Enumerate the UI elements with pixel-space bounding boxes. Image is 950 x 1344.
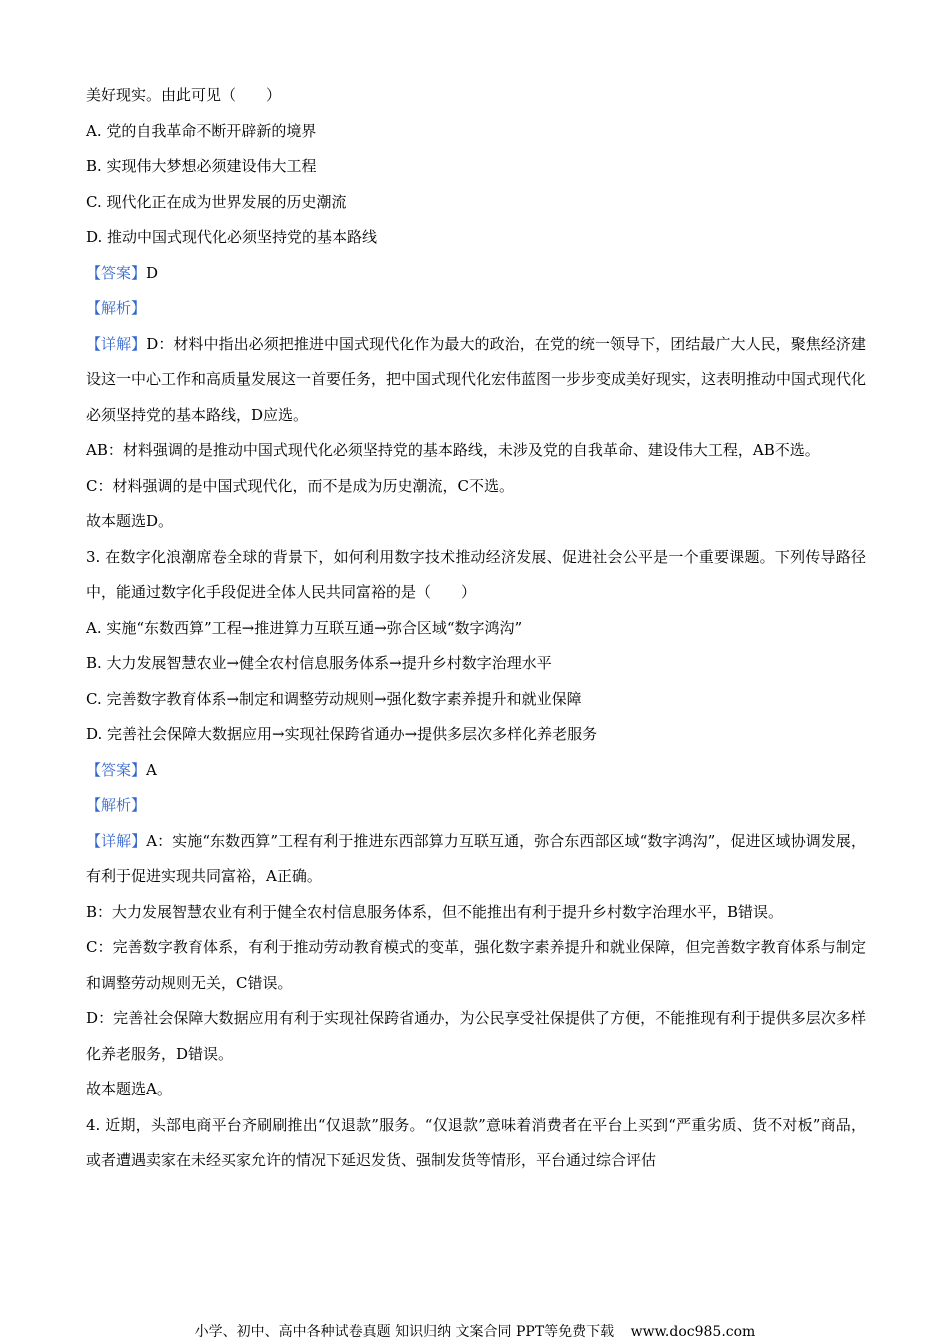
q3-conclusion: 故本题选A。 [86,1080,172,1098]
footer-text: 小学、初中、高中各种试卷真题 知识归纳 文案合同 PPT等免费下载 [194,1324,615,1340]
q2-option-c: C. 现代化正在成为世界发展的历史潮流 [86,192,347,211]
q3-d-explanation: D：完善社会保障大数据应用有利于实现社保跨省通办，为公民享受社保提供了方便，不能推现有利于提供多层次多样化养老服务，D错误。 [86,1009,866,1063]
q3-analysis-heading [86,788,866,824]
q4-stem: 4. 近期，头部电商平台齐刷刷推出“仅退款”服务。“仅退款”意味着消费者在平台上买到“严重劣质、货不对板”商品，或者遭遇卖家在未经买家允许的情况下延迟发货、强制发货等情形，平台通过综合评估 [86,1115,866,1169]
q2-conclusion: 故本题选D。 [86,512,174,530]
q3-option-d: D. 完善社会保障大数据应用→实现社保跨省通办→提供多层次多样化养老服务 [86,725,598,743]
document-body [86,78,866,1179]
q3-option-a: A. 实施“东数西算”工程→推进算力互联互通→弥合区域“数字鸿沟” [86,618,523,637]
answer-tag: 【答案】 [86,760,147,779]
q2-analysis-heading [86,291,866,327]
q2-option-a: A. 党的自我革命不断开辟新的境界 [86,121,317,140]
q3-c-explanation: C：完善数字教育体系，有利于推动劳动教育模式的变革，强化数字素养提升和就业保障，但完善数字教育体系与制定和调整劳动规则无关，C错误。 [86,938,866,992]
analysis-tag: 【解析】 [86,299,147,317]
q3-option-b: B. 大力发展智慧农业→健全农村信息服务体系→提升乡村数字治理水平 [86,654,552,672]
q2-option-b: B. 实现伟大梦想必须建设伟大工程 [86,157,317,175]
q2-stem-end: 美好现实。由此可见（ ） [86,86,282,104]
page-footer [0,1322,950,1342]
q2-option-d: D. 推动中国式现代化必须坚持党的基本路线 [86,228,378,246]
q3-detail [86,824,866,895]
detail-text: A：实施“东数西算”工程有利于推进东西部算力互联互通，弥合东西部区域“数字鸿沟”，促进区域协调发展，有利于促进实现共同富裕，A正确。 [86,831,866,885]
q2-c-explanation: C：材料强调的是中国式现代化，而不是成为历史潮流，C不选。 [86,476,514,495]
q2-detail [86,327,866,434]
footer-url[interactable]: www.doc985.com [630,1324,756,1340]
answer-value: D [146,263,159,282]
q3-answer [86,753,866,789]
detail-tag: 【详解】 [86,831,147,850]
analysis-tag: 【解析】 [86,796,147,814]
answer-tag: 【答案】 [86,263,147,282]
q2-ab-explanation: AB：材料强调的是推动中国式现代化必须坚持党的基本路线，未涉及党的自我革命、建设伟大工程，AB不选。 [86,441,820,459]
answer-value: A [146,760,157,779]
detail-tag: 【详解】 [86,334,147,353]
detail-text: D：材料中指出必须把推进中国式现代化作为最大的政治，在党的统一领导下，团结最广大人民，聚焦经济建设这一中心工作和高质量发展这一首要任务，把中国式现代化宏伟蓝图一步步变成美好现实，这表明推动中国式现代化必须坚持党的基本路线，D应选。 [86,334,867,424]
q3-stem: 3. 在数字化浪潮席卷全球的背景下，如何利用数字技术推动经济发展、促进社会公平是一个重要课题。下列传导路径中，能通过数字化手段促进全体人民共同富裕的是（ ） [86,547,866,601]
q3-option-c: C. 完善数字教育体系→制定和调整劳动规则→强化数字素养提升和就业保障 [86,689,582,708]
q3-b-explanation: B：大力发展智慧农业有利于健全农村信息服务体系，但不能推出有利于提升乡村数字治理水平，B错误。 [86,902,784,921]
q2-answer [86,256,866,292]
